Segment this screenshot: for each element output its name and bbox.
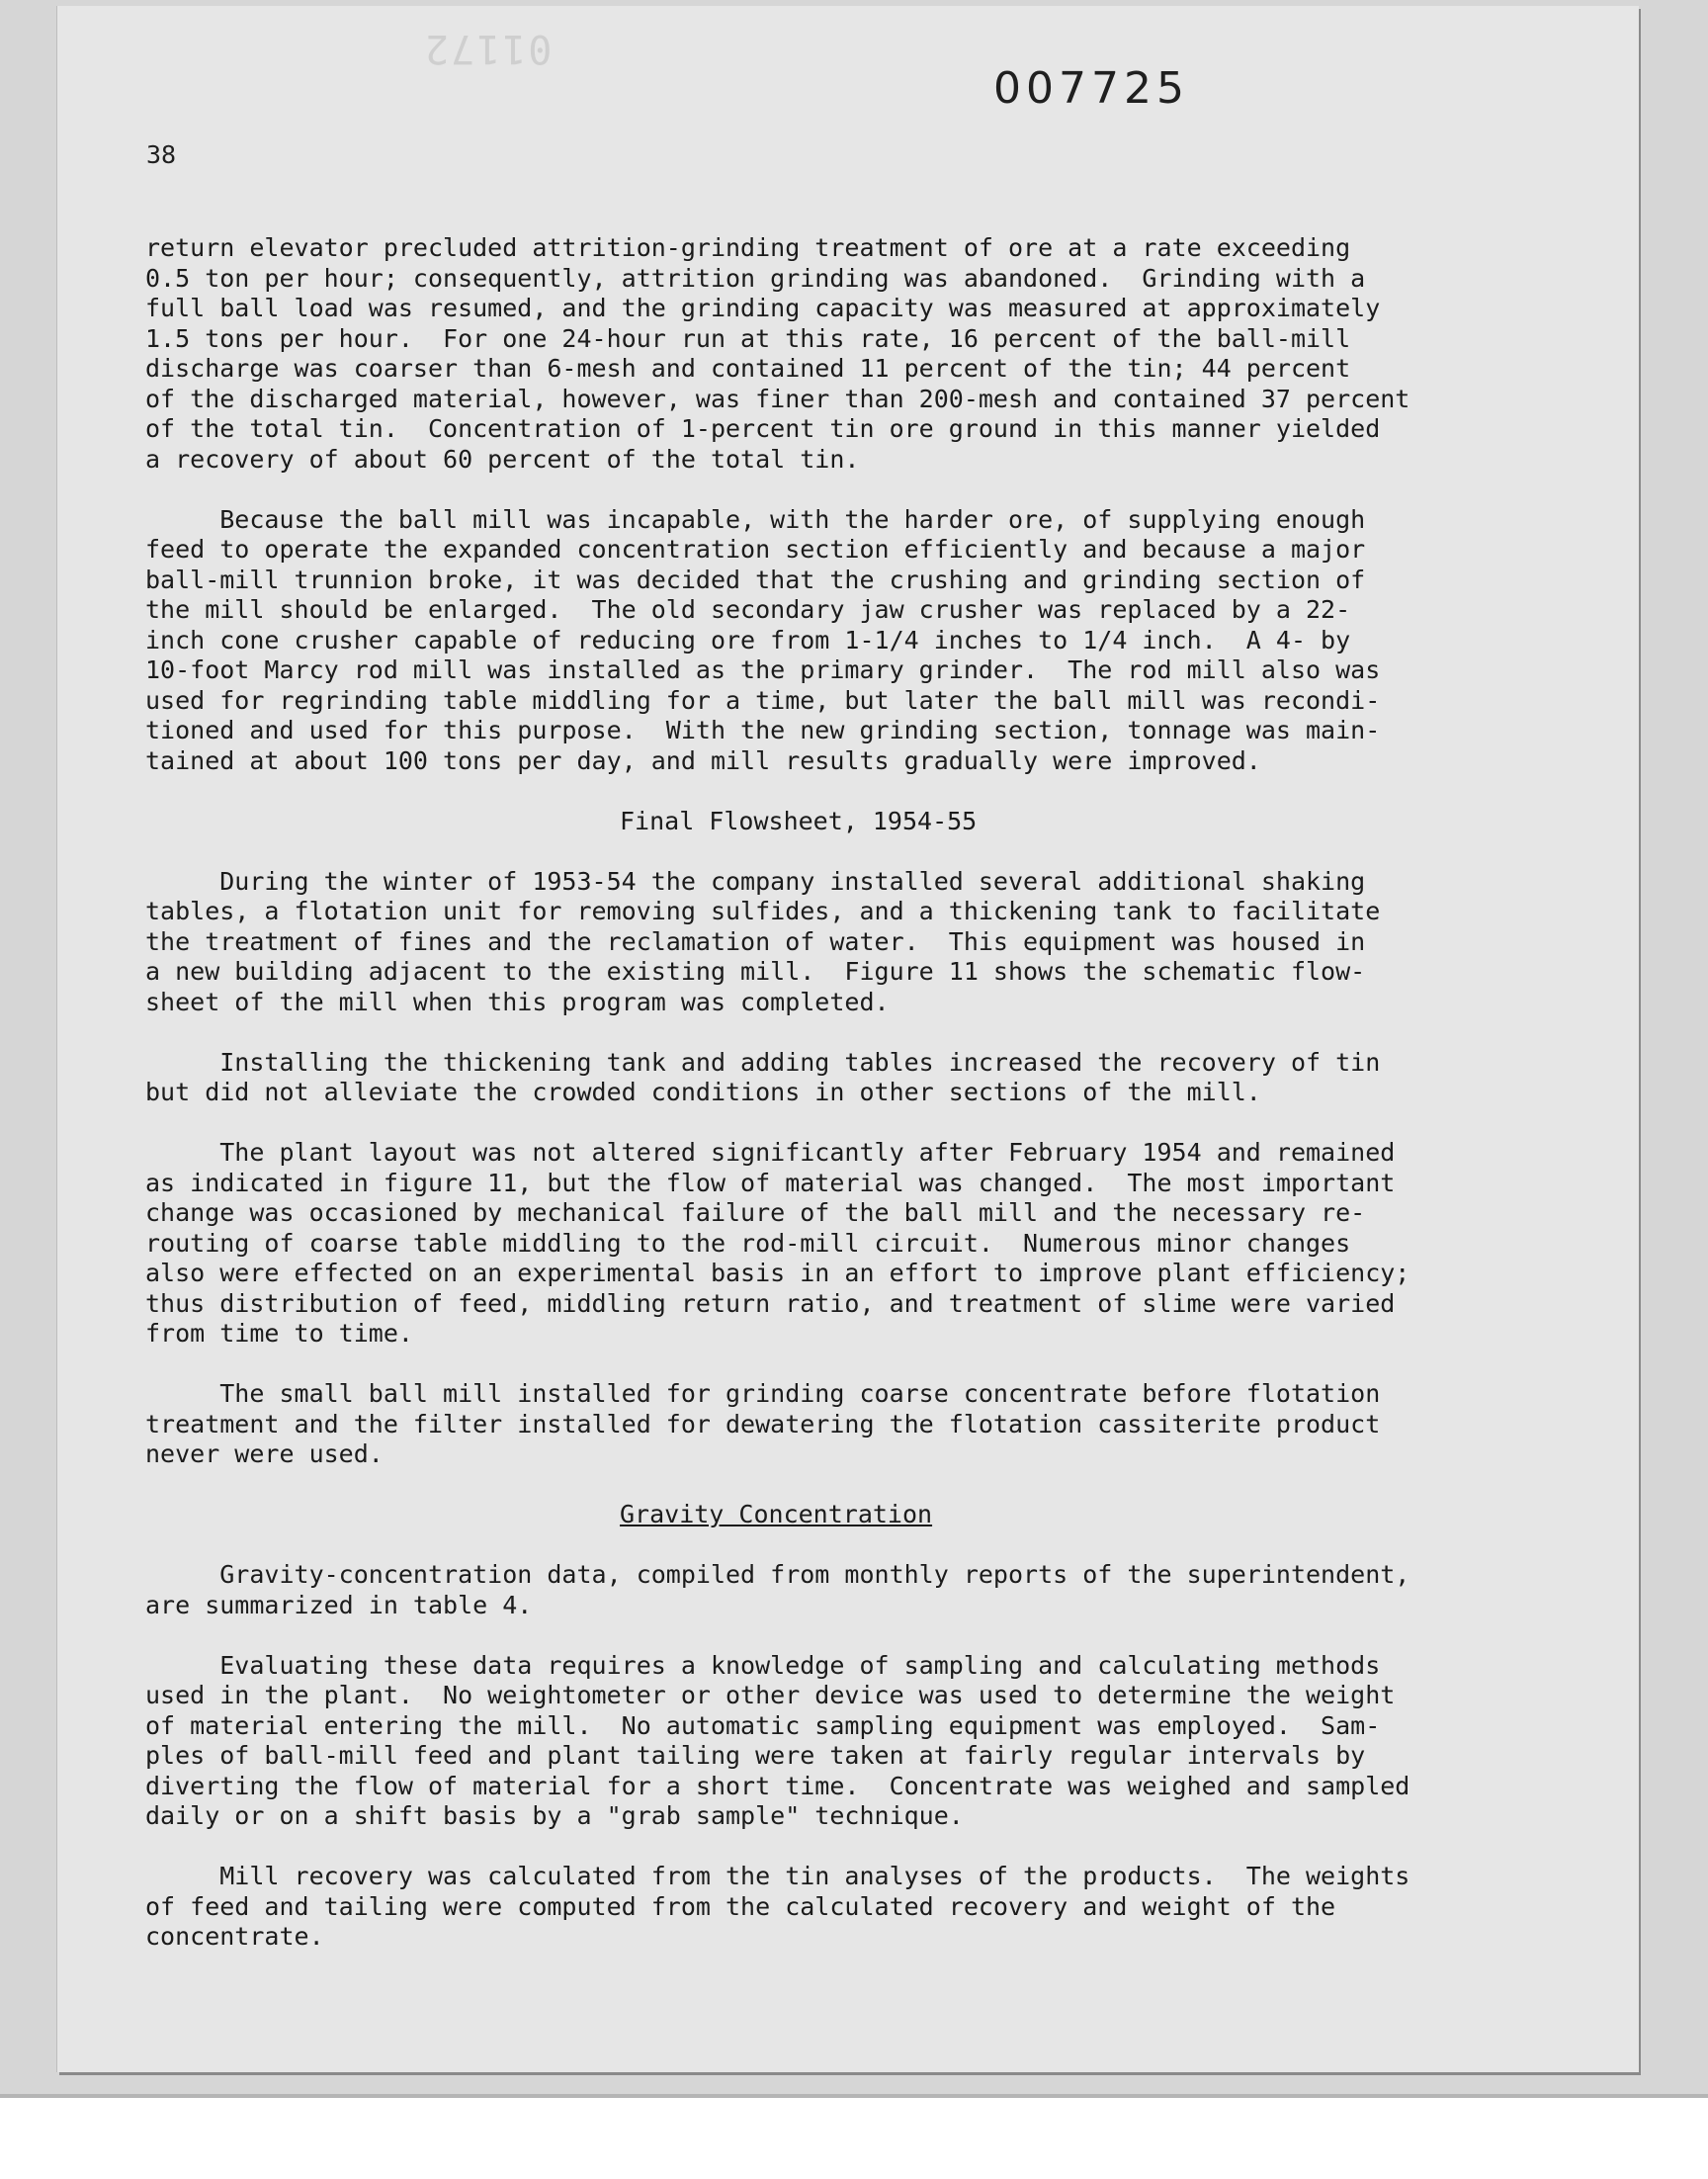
- text-line: tioned and used for this purpose. With the new grinding section, tonnage was main-: [145, 716, 1381, 744]
- text-line: as indicated in figure 11, but the flow of material was changed. The most important: [145, 1168, 1396, 1197]
- text-line: feed to operate the expanded concentration section efficiently and because a major: [145, 535, 1366, 564]
- text-line: change was occasioned by mechanical failure of the ball mill and the necessary re-: [145, 1198, 1366, 1227]
- text-line: Evaluating these data requires a knowledge of sampling and calculating methods: [145, 1650, 1381, 1680]
- text-line: ples of ball-mill feed and plant tailing were taken at fairly regular intervals by: [145, 1741, 1366, 1770]
- text-line: used in the plant. No weightometer or other device was used to determine the weight: [145, 1681, 1396, 1709]
- text-line: inch cone crusher capable of reducing ore from 1-1/4 inches to 1/4 inch. A 4- by: [145, 625, 1351, 654]
- paragraph-8: [145, 1651, 1509, 1832]
- paragraph-9: [145, 1862, 1509, 1953]
- section-heading-gravity-concentration: Gravity Concentration: [620, 1500, 933, 1528]
- document-number: 007725: [993, 63, 1189, 114]
- text-line: The small ball mill installed for grinding coarse concentrate before flotation: [145, 1379, 1381, 1408]
- text-line: are summarized in table 4.: [145, 1590, 533, 1619]
- bleed-through-mark: 01172: [423, 26, 553, 71]
- text-line: discharge was coarser than 6-mesh and contained 11 percent of the tin; 44 percent: [145, 354, 1351, 383]
- text-line: The plant layout was not altered significantly after February 1954 and remained: [145, 1138, 1396, 1167]
- body-text: [145, 233, 1509, 1953]
- text-line: used for regrinding table middling for a time, but later the ball mill was recondi-: [145, 685, 1381, 715]
- text-line: diverting the flow of material for a short time. Concentrate was weighed and sampled: [145, 1771, 1410, 1800]
- text-line: routing of coarse table middling to the rod-mill circuit. Numerous minor changes: [145, 1228, 1351, 1258]
- page-number: 38: [146, 140, 177, 169]
- text-line: treatment and the filter installed for dewatering the flotation cassiterite product: [145, 1409, 1381, 1438]
- text-line: also were effected on an experimental basis in an effort to improve plant efficiency;: [145, 1259, 1410, 1287]
- paragraph-5: [145, 1138, 1509, 1350]
- text-line: thus distribution of feed, middling return ratio, and treatment of slime were varied: [145, 1288, 1396, 1318]
- text-line: sheet of the mill when this program was completed.: [145, 987, 890, 1016]
- text-line: never were used.: [145, 1439, 384, 1468]
- text-line: daily or on a shift basis by a "grab sample" technique.: [145, 1801, 964, 1830]
- text-line: 1.5 tons per hour. For one 24-hour run at this rate, 16 percent of the ball-mill: [145, 323, 1351, 353]
- paragraph-4: [145, 1048, 1509, 1108]
- text-line: During the winter of 1953-54 the company installed several additional shaking: [145, 866, 1366, 896]
- text-line: Gravity-concentration data, compiled from monthly reports of the superintendent,: [145, 1560, 1410, 1589]
- paragraph-7: [145, 1560, 1509, 1620]
- section-heading-final-flowsheet: Final Flowsheet, 1954-55: [620, 806, 978, 835]
- text-line: of the total tin. Concentration of 1-percent tin ore ground in this manner yielded: [145, 414, 1381, 443]
- text-line: from time to time.: [145, 1319, 413, 1348]
- paragraph-1: [145, 233, 1509, 475]
- paragraph-3: [145, 867, 1509, 1018]
- text-line: 10-foot Marcy rod mill was installed as the primary grinder. The rod mill also was: [145, 655, 1381, 684]
- text-line: but did not alleviate the crowded conditions in other sections of the mill.: [145, 1078, 1261, 1106]
- scanner-bottom-strip: [0, 2094, 1708, 2179]
- text-line: return elevator precluded attrition-grinding treatment of ore at a rate exceeding: [145, 233, 1351, 262]
- text-line: 0.5 ton per hour; consequently, attrition grinding was abandoned. Grinding with a: [145, 263, 1366, 293]
- text-line: full ball load was resumed, and the grinding capacity was measured at approximately: [145, 294, 1381, 322]
- text-line: of the discharged material, however, was finer than 200-mesh and contained 37 percent: [145, 384, 1410, 413]
- text-line: ball-mill trunnion broke, it was decided that the crushing and grinding section of: [145, 565, 1366, 594]
- text-line: tained at about 100 tons per day, and mill results gradually were improved.: [145, 745, 1261, 775]
- text-line: Because the ball mill was incapable, with the harder ore, of supplying enough: [145, 504, 1366, 534]
- text-line: tables, a flotation unit for removing sulfides, and a thickening tank to facilitate: [145, 897, 1381, 925]
- text-line: concentrate.: [145, 1922, 324, 1951]
- text-line: the treatment of fines and the reclamation of water. This equipment was housed in: [145, 926, 1366, 956]
- text-line: Mill recovery was calculated from the tin analyses of the products. The weights: [145, 1862, 1410, 1890]
- text-line: Installing the thickening tank and adding tables increased the recovery of tin: [145, 1047, 1381, 1077]
- text-line: the mill should be enlarged. The old secondary jaw crusher was replaced by a 22-: [145, 595, 1351, 624]
- text-line: of feed and tailing were computed from the calculated recovery and weight of the: [145, 1891, 1336, 1921]
- text-line: a recovery of about 60 percent of the total tin.: [145, 444, 860, 474]
- paragraph-6: [145, 1379, 1509, 1470]
- text-line: a new building adjacent to the existing mill. Figure 11 shows the schematic flow-: [145, 957, 1366, 986]
- text-line: of material entering the mill. No automatic sampling equipment was employed. Sam-: [145, 1710, 1381, 1740]
- paragraph-2: [145, 505, 1509, 777]
